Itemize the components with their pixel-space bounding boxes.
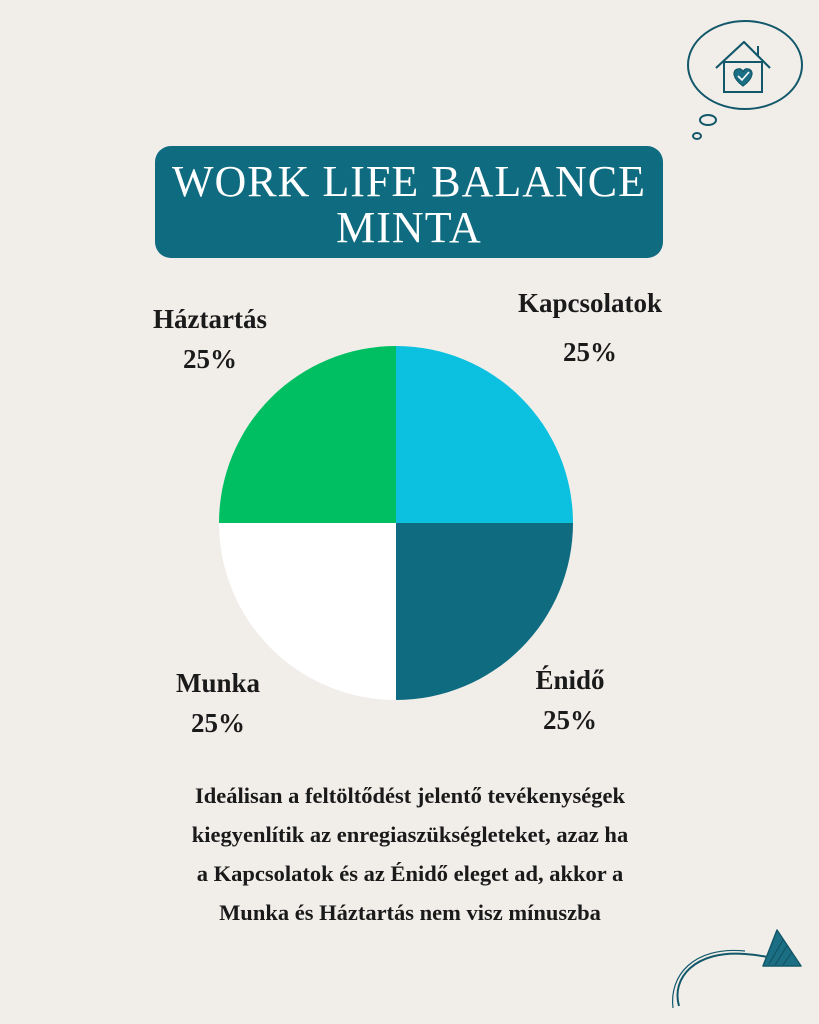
description-paragraph: [110, 776, 710, 932]
curved-arrow-icon: [665, 918, 815, 1018]
paragraph-line: a Kapcsolatok és az Énidő eleget ad, akkor a: [196, 861, 624, 886]
label-haztartas-value: 25%: [183, 344, 237, 374]
title-line-2: MINTA: [336, 203, 482, 252]
pie-slice-kapcsolatok: [396, 346, 573, 523]
label-enido: [490, 660, 650, 740]
label-munka-value: 25%: [191, 708, 245, 738]
title-line-1: WORK LIFE BALANCE: [171, 157, 647, 206]
label-kapcsolatok: [490, 283, 690, 372]
label-enido-name: Énidő: [535, 665, 605, 695]
paragraph-line: kiegyenlítik az enregiaszükségleteket, azaz ha: [191, 822, 629, 847]
label-kapcsolatok-name: Kapcsolatok: [517, 288, 663, 318]
label-haztartas: [120, 299, 300, 379]
label-munka-name: Munka: [175, 668, 261, 698]
paragraph-line: Munka és Háztartás nem visz mínuszba: [219, 900, 601, 925]
label-kapcsolatok-value: 25%: [563, 337, 617, 367]
paragraph-line: Ideálisan a feltöltődést jelentő tevékenységek: [195, 783, 625, 808]
label-haztartas-name: Háztartás: [153, 304, 267, 334]
label-enido-value: 25%: [543, 705, 597, 735]
label-munka: [138, 663, 298, 743]
